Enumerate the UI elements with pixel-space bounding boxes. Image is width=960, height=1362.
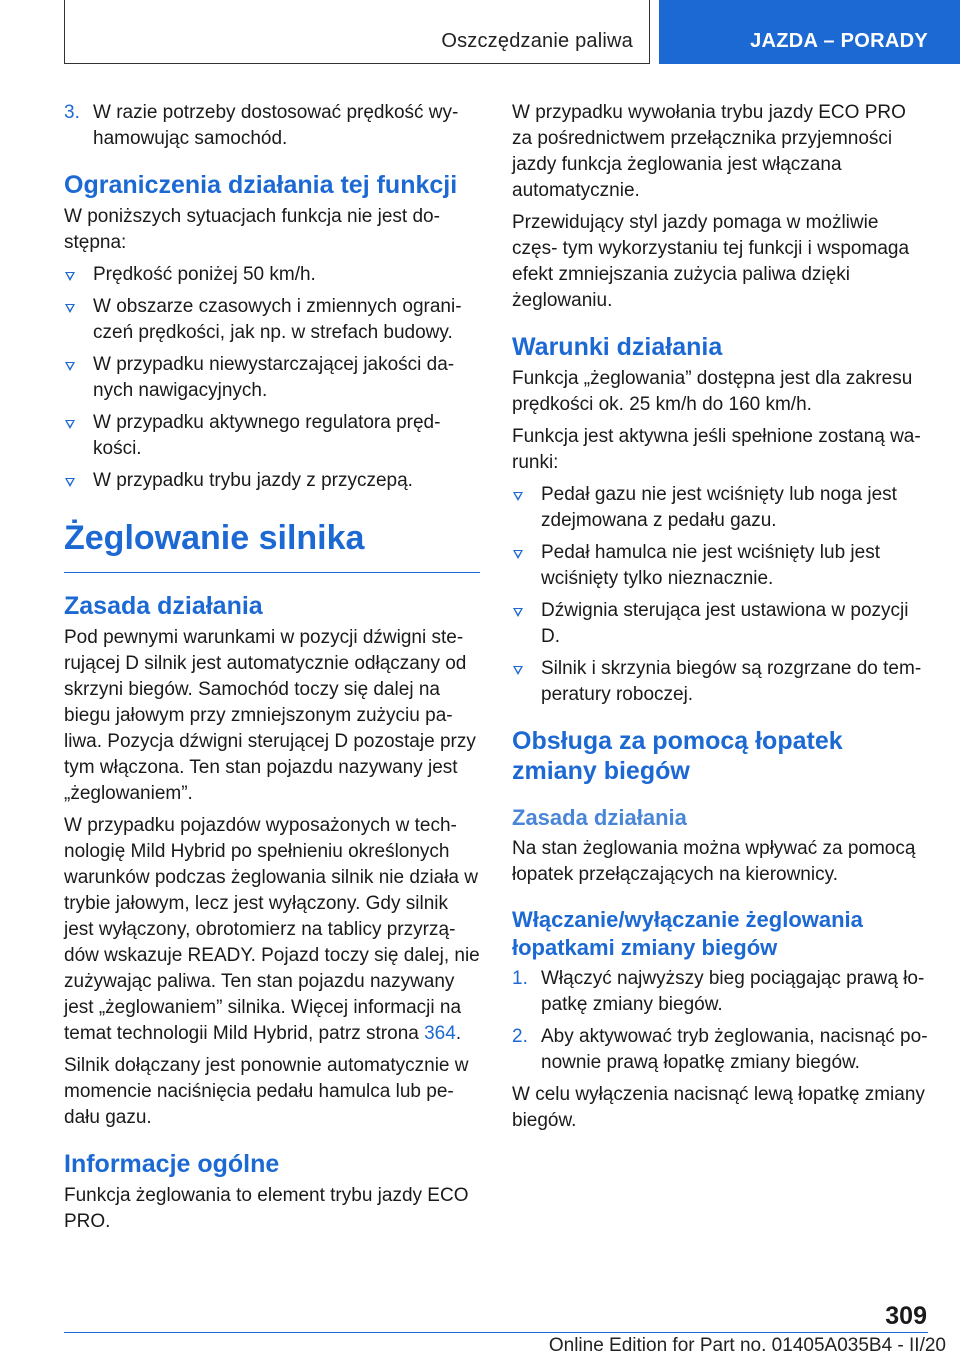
list-item: [64, 468, 480, 494]
step-number: 2.: [512, 1026, 528, 1047]
list-item-text: Silnik i skrzynia biegów są rozgrzane do tem- peratury roboczej.: [541, 658, 922, 705]
list-item-text: Prędkość poniżej 50 km/h.: [93, 264, 316, 285]
header-title-box: [64, 0, 650, 64]
list-item-text: Pedał gazu nie jest wciśnięty lub noga jest zdejmowana z pedału gazu.: [541, 484, 897, 531]
list-item: [64, 410, 480, 462]
eco-paragraph-2: Przewidujący styl jazdy pomaga w możliwie częs- tym wykorzystaniu tej funkcji i wspomaga efekt zmniejszania zużycia paliwa dzięki żeglowaniu.: [512, 212, 910, 311]
list-item-text: W przypadku aktywnego regulatora pręd- kości.: [93, 412, 441, 459]
list-item: [512, 966, 928, 1018]
eco-paragraph-1: W przypadku wywołania trybu jazdy ECO PRO za pośrednictwem przełącznika przyjemności jazdy funkcja żeglowania jest włączana automatycznie.: [512, 102, 906, 201]
triangle-bullet-icon: [65, 304, 75, 313]
page-number: 309: [885, 1302, 927, 1330]
step-text: W razie potrzeby dostosować prędkość wy- hamowując samochód.: [93, 102, 459, 149]
list-item: [512, 1024, 928, 1076]
limits-heading: Ograniczenia działania tej funkcji: [64, 171, 458, 199]
general-paragraph: Funkcja żeglowania to element trybu jazdy ECO PRO.: [64, 1185, 469, 1232]
triangle-bullet-icon: [513, 492, 523, 501]
header-title: Oszczędzanie paliwa: [441, 30, 633, 52]
triangle-bullet-icon: [513, 550, 523, 559]
main-heading: Żeglowanie silnika: [64, 518, 480, 573]
principle-paragraph-2: [64, 813, 480, 1047]
principle-paragraph-2-text: W przypadku pojazdów wyposażonych w tech- nologię Mild Hybrid po spełnieniu określonych warunków podczas żeglowania silnik nie działa w trybie jałowym, lecz jest wyłączony. Gdy silnik jest wyłączony, obrotomierz na tablicy przyrzą- dów wskazuje READY. Pojazd toczy się dalej, nie zużywając paliwa. Ten stan pojazdu nazywany jest „żeglowaniem” silnika. Więcej informacji na temat technologii Mild Hybrid, patrz strona: [64, 815, 480, 1044]
step-number: 3.: [64, 102, 80, 123]
paddles-principle-paragraph: Na stan żeglowania można wpływać za pomocą łopatek przełączających na kierownicy.: [512, 838, 916, 885]
triangle-bullet-icon: [513, 666, 523, 675]
list-item-text: W przypadku niewystarczającej jakości da- nych nawigacyjnych.: [93, 354, 455, 401]
triangle-bullet-icon: [513, 608, 523, 617]
step-text: Włączyć najwyższy bieg pociągając prawą ło- patkę zmiany biegów.: [541, 968, 925, 1015]
list-item: [512, 598, 928, 650]
list-item: [512, 482, 928, 534]
header-section-box: [659, 0, 960, 64]
step-number: 1.: [512, 968, 528, 989]
triangle-bullet-icon: [65, 478, 75, 487]
right-column: [512, 100, 928, 1140]
conditions-paragraph-1: Funkcja „żeglowania” dostępna jest dla zakresu prędkości ok. 25 km/h do 160 km/h.: [512, 368, 913, 415]
toggle-paragraph: W celu wyłączenia nacisnąć lewą łopatkę zmiany biegów.: [512, 1084, 925, 1131]
list-item-text: Pedał hamulca nie jest wciśnięty lub jest wciśnięty tylko nieznacznie.: [541, 542, 881, 589]
step-text: Aby aktywować tryb żeglowania, nacisnąć po- nownie prawą łopatkę zmiany biegów.: [541, 1026, 928, 1073]
conditions-paragraph-2: Funkcja jest aktywna jeśli spełnione zostaną wa- runki:: [512, 426, 921, 473]
limits-intro: W poniższych sytuacjach funkcja nie jest do- stępna:: [64, 206, 440, 253]
triangle-bullet-icon: [65, 272, 75, 281]
general-heading: Informacje ogólne: [64, 1150, 280, 1178]
triangle-bullet-icon: [65, 362, 75, 371]
principle-paragraph-3: Silnik dołączany jest ponownie automatycznie w momencie naciśnięcia pedału hamulca lub pe- dału gazu.: [64, 1055, 469, 1128]
list-item: [512, 540, 928, 592]
page-link[interactable]: 364: [424, 1023, 456, 1044]
footer-edition: Online Edition for Part no. 01405A035B4 - II/20: [548, 1335, 946, 1356]
footer-rule: [64, 1332, 928, 1333]
list-item: [64, 100, 480, 152]
list-item-text: W przypadku trybu jazdy z przyczepą.: [93, 470, 413, 491]
principle-paragraph-2-end: .: [455, 1023, 462, 1044]
list-item-text: Dźwignia sterująca jest ustawiona w pozycji D.: [541, 600, 909, 647]
triangle-bullet-icon: [65, 420, 75, 429]
list-item: [64, 262, 480, 288]
principle-paragraph-1: Pod pewnymi warunkami w pozycji dźwigni ste- rującej D silnik jest automatycznie odłączany od skrzyni biegów. Samochód toczy się dalej na biegu jałowym przy zmniejszonym zużyciu pa- liwa. Pozycja dźwigni sterującej D pozostaje przy tym włączona. Ten stan pojazdu nazywany jest „żeglowaniem”.: [64, 627, 476, 804]
left-column: [64, 100, 480, 1241]
paddles-principle-heading: Zasada działania: [512, 805, 687, 830]
list-item: [64, 352, 480, 404]
list-item: [64, 294, 480, 346]
list-item-text: W obszarze czasowych i zmiennych ograni- czeń prędkości, jak np. w strefach budowy.: [93, 296, 462, 343]
header-section: JAZDA – PORADY: [750, 30, 928, 52]
list-item: [512, 656, 928, 708]
paddles-heading: Obsługa za pomocą łopatek zmiany biegów: [512, 727, 843, 785]
principle-heading: Zasada działania: [64, 592, 263, 620]
conditions-heading: Warunki działania: [512, 333, 723, 361]
toggle-heading: Włączanie/wyłączanie żeglowania łopatkami zmiany biegów: [512, 907, 863, 960]
